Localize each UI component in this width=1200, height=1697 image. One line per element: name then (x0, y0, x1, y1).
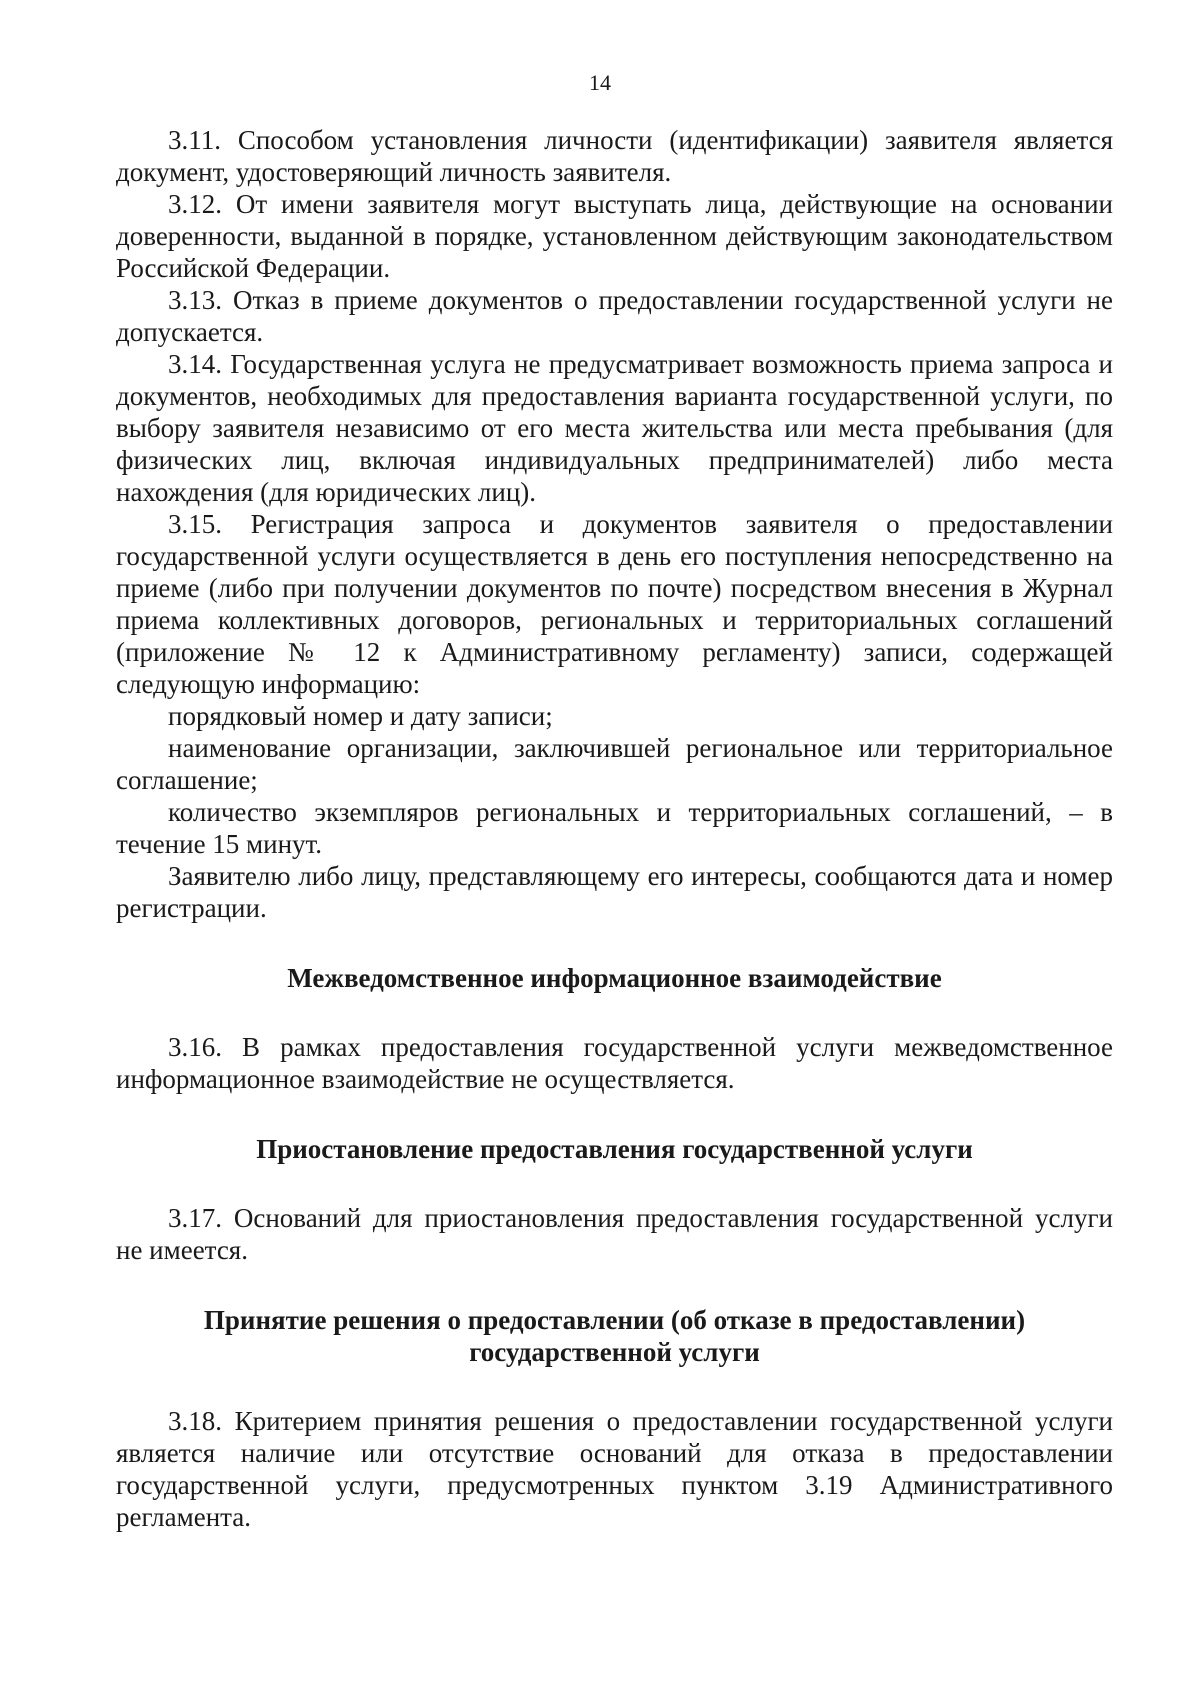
paragraph-3-18: 3.18. Критерием принятия решения о предоставлении государственной услуги является наличие или отсутствие оснований для отказа в предоставлении государственной услуги, предусмотренных пунктом 3.19 Административного регламента. (116, 1406, 1113, 1532)
section-heading-suspension: Приостановление предоставления государственной услуги (256, 1134, 973, 1164)
paragraph-3-14: 3.14. Государственная услуга не предусматривает возможность приема запроса и документов, необходимых для предоставления варианта государственной услуги, по выбору заявителя независимо от его места жительства или места пребывания (для физических лиц, включая индивидуальных предпринимателей) либо места нахождения (для юридических лиц). (116, 349, 1113, 507)
section-heading-decision-line1: Принятие решения о предоставлении (об отказе в предоставлении) (203, 1305, 1026, 1335)
paragraph-registration-notice: Заявителю либо лицу, представляющему его интересы, сообщаются дата и номер регистрации. (116, 861, 1113, 923)
heading-block-interagency (116, 962, 1113, 994)
section-heading-decision-line2: государственной услуги (469, 1337, 760, 1367)
list-item-organization-name: наименование организации, заключившей региональное или территориальное соглашение; (116, 733, 1113, 795)
paragraph-3-11: 3.11. Способом установления личности (идентификации) заявителя является документ, удостоверяющий личность заявителя. (116, 125, 1113, 187)
paragraph-3-17: 3.17. Оснований для приостановления предоставления государственной услуги не имеется. (116, 1203, 1113, 1265)
heading-block-decision (116, 1304, 1113, 1368)
paragraph-3-16: 3.16. В рамках предоставления государственной услуги межведомственное информационное взаимодействие не осуществляется. (116, 1032, 1113, 1094)
paragraph-3-13: 3.13. Отказ в приеме документов о предоставлении государственной услуги не допускается. (116, 285, 1113, 347)
paragraph-3-15: 3.15. Регистрация запроса и документов заявителя о предоставлении государственной услуги осуществляется в день его поступления непосредственно на приеме (либо при получении документов по почте) посредством внесения в Журнал приема коллективных договоров, региональных и территориальных соглашений (приложение № 12 к Административному регламенту) записи, содержащей следующую информацию: (116, 509, 1113, 699)
section-heading-interagency: Межведомственное информационное взаимодействие (287, 963, 942, 993)
page-number: 14 (589, 70, 611, 95)
document-body (116, 124, 1113, 1533)
list-item-copies-count: количество экземпляров региональных и территориальных соглашений, – в течение 15 минут. (116, 797, 1113, 859)
paragraph-3-12: 3.12. От имени заявителя могут выступать лица, действующие на основании доверенности, выданной в порядке, установленном действующим законодательством Российской Федерации. (116, 189, 1113, 283)
list-item-record-number: порядковый номер и дату записи; (168, 701, 553, 731)
heading-block-suspension (116, 1133, 1113, 1165)
